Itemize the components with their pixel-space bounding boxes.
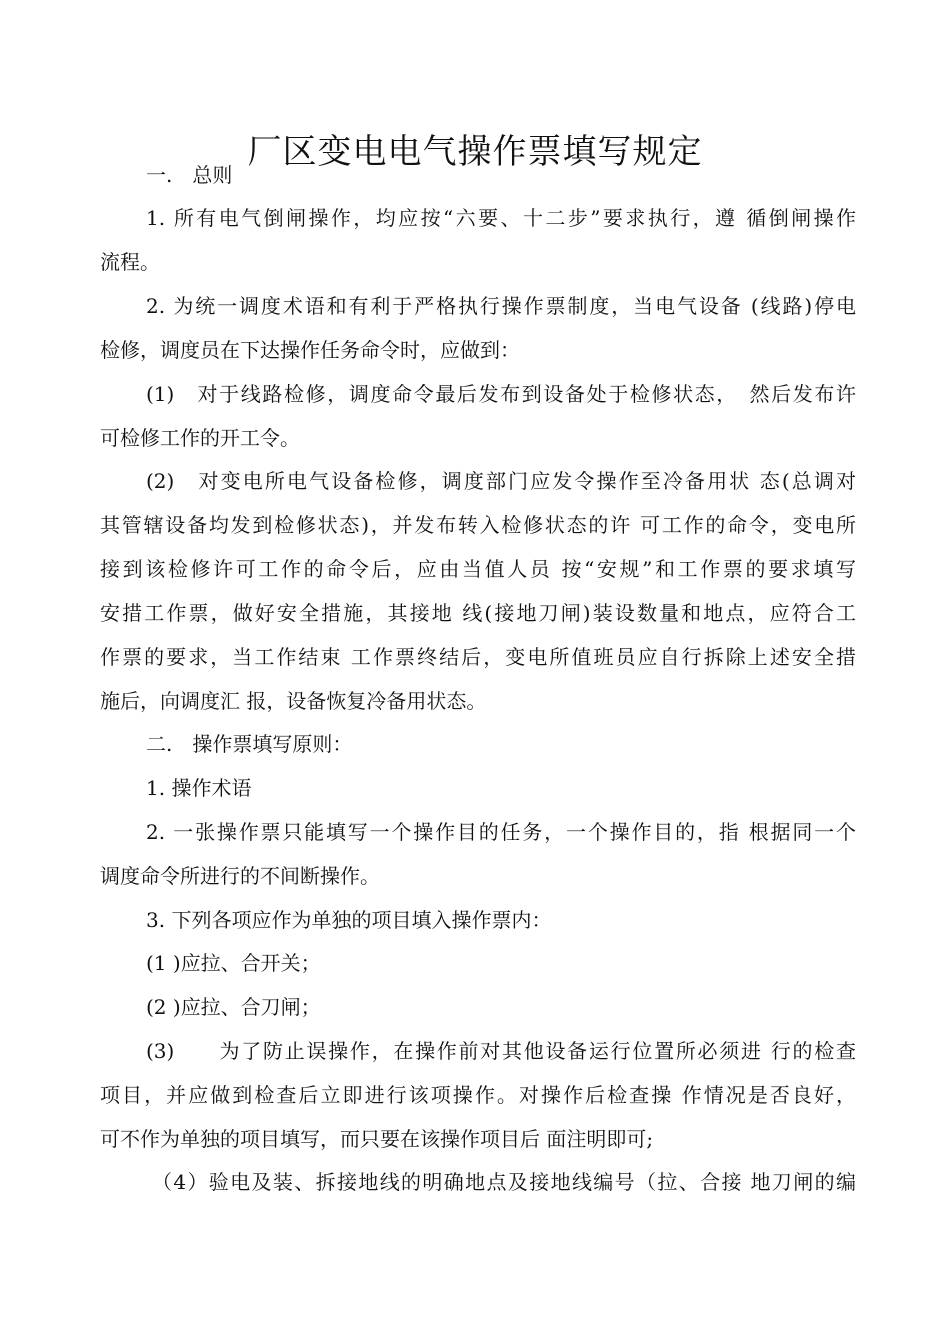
document-title: 厂区变电电气操作票填写规定 xyxy=(247,131,703,172)
paragraph-line: 项目，并应做到检查后立即进行该项操作。对操作后检查操 作情况是否良好， xyxy=(100,1083,856,1107)
paragraph-line: 接到该检修许可工作的命令后，应由当值人员 按“安规”和工作票的要求填写 xyxy=(100,557,856,581)
paragraph-line: 安措工作票，做好安全措施，其接地 线(接地刀闸)装设数量和地点，应符合工 xyxy=(100,601,856,625)
paragraph-line: 2. 为统一调度术语和有利于严格执行操作票制度，当电气设备 (线路)停电 xyxy=(146,294,856,318)
section-heading-general: 一. 总则 xyxy=(146,163,233,187)
paragraph-line: 可不作为单独的项目填写，而只要在该操作项目后 面注明即可; xyxy=(100,1127,654,1151)
paragraph-line: 检修，调度员在下达操作任务命令时，应做到： xyxy=(100,338,520,362)
paragraph-line: 流程。 xyxy=(100,250,160,274)
paragraph-line: 调度命令所进行的不间断操作。 xyxy=(100,864,380,888)
paragraph-line: 其管辖设备均发到检修状态)，并发布转入检修状态的许 可工作的命令，变电所 xyxy=(100,513,856,537)
paragraph-line: 2. 一张操作票只能填写一个操作目的任务，一个操作目的，指 根据同一个 xyxy=(146,820,856,844)
paragraph-line: 3. 下列各项应作为单独的项目填入操作票内： xyxy=(146,908,552,932)
paragraph-line: 可检修工作的开工令。 xyxy=(100,426,300,450)
paragraph-line: (2) 对变电所电气设备检修，调度部门应发令操作至冷备用状 态(总调对 xyxy=(146,469,856,493)
paragraph-line: 1. 操作术语 xyxy=(146,776,252,800)
paragraph-line: 作票的要求，当工作结束 工作票终结后，变电所值班员应自行拆除上述安全措 xyxy=(100,645,856,669)
paragraph-line: 施后，向调度汇 报，设备恢复冷备用状态。 xyxy=(100,689,487,713)
paragraph-line: 1. 所有电气倒闸操作，均应按“六要、十二步”要求执行，遵 循倒闸操作 xyxy=(146,206,856,230)
paragraph-line: (1) 对于线路检修，调度命令最后发布到设备处于检修状态， 然后发布许 xyxy=(146,382,856,406)
section-heading-principles: 二. 操作票填写原则： xyxy=(146,732,353,756)
list-item: (3) 为了防止误操作，在操作前对其他设备运行位置所必须进 行的检查 xyxy=(146,1039,856,1063)
list-item: (1 )应拉、合开关； xyxy=(146,951,321,975)
list-item: （4）验电及装、拆接地线的明确地点及接地线编号（拉、合接 地刀闸的编 xyxy=(152,1170,856,1194)
list-item: (2 )应拉、合刀闸； xyxy=(146,995,321,1019)
